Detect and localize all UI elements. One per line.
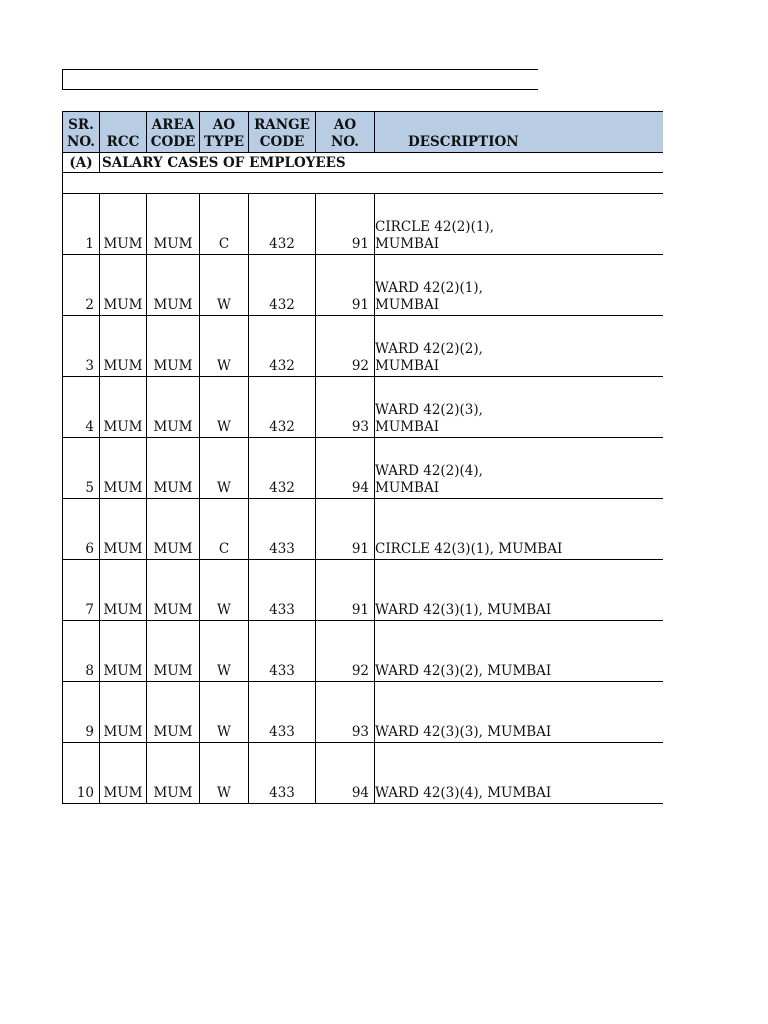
cell-range-code: 432 bbox=[249, 377, 316, 438]
cell-rcc: MUM bbox=[100, 499, 147, 560]
cell-description bbox=[375, 377, 663, 438]
cell-sr-no: 8 bbox=[63, 621, 100, 682]
table-row bbox=[63, 560, 663, 621]
description-text: WARD 42(3)(4), MUMBAI bbox=[375, 785, 552, 801]
cell-range-code: 432 bbox=[249, 316, 316, 377]
table-row bbox=[63, 377, 663, 438]
description-text: WARD 42(2)(4), MUMBAI bbox=[375, 463, 483, 496]
cell-sr-no: 2 bbox=[63, 255, 100, 316]
description-text: WARD 42(2)(2), MUMBAI bbox=[375, 341, 483, 374]
table-row bbox=[63, 743, 663, 804]
cell-ao-no: 93 bbox=[316, 377, 375, 438]
cell-ao-type: W bbox=[200, 621, 249, 682]
cell-ao-no: 92 bbox=[316, 621, 375, 682]
cell-sr-no: 10 bbox=[63, 743, 100, 804]
header-row bbox=[63, 112, 663, 153]
cell-area-code: MUM bbox=[147, 194, 200, 255]
cell-rcc: MUM bbox=[100, 560, 147, 621]
cell-sr-no: 7 bbox=[63, 560, 100, 621]
cell-range-code: 433 bbox=[249, 682, 316, 743]
cell-ao-no: 94 bbox=[316, 438, 375, 499]
table-row bbox=[63, 499, 663, 560]
cell-rcc: MUM bbox=[100, 255, 147, 316]
cell-description bbox=[375, 621, 663, 682]
cell-range-code: 433 bbox=[249, 743, 316, 804]
cell-description bbox=[375, 316, 663, 377]
cell-ao-no: 91 bbox=[316, 194, 375, 255]
section-title: SALARY CASES OF EMPLOYEES bbox=[100, 153, 663, 173]
cell-ao-type: W bbox=[200, 255, 249, 316]
cell-ao-type: W bbox=[200, 682, 249, 743]
description-text: WARD 42(3)(1), MUMBAI bbox=[375, 602, 552, 618]
cell-sr-no: 9 bbox=[63, 682, 100, 743]
cell-description bbox=[375, 499, 663, 560]
cell-area-code: MUM bbox=[147, 499, 200, 560]
cell-area-code: MUM bbox=[147, 743, 200, 804]
cell-area-code: MUM bbox=[147, 255, 200, 316]
cell-description bbox=[375, 438, 663, 499]
header-rcc: RCC bbox=[100, 112, 147, 153]
cell-sr-no: 6 bbox=[63, 499, 100, 560]
cell-ao-type: W bbox=[200, 560, 249, 621]
table-row bbox=[63, 682, 663, 743]
salary-cases-table bbox=[62, 111, 663, 804]
title-cell-box bbox=[62, 69, 538, 90]
cell-description bbox=[375, 194, 663, 255]
cell-ao-no: 91 bbox=[316, 255, 375, 316]
cell-rcc: MUM bbox=[100, 194, 147, 255]
cell-area-code: MUM bbox=[147, 682, 200, 743]
cell-range-code: 432 bbox=[249, 255, 316, 316]
cell-sr-no: 4 bbox=[63, 377, 100, 438]
cell-rcc: MUM bbox=[100, 621, 147, 682]
cell-ao-no: 91 bbox=[316, 560, 375, 621]
section-letter: (A) bbox=[63, 153, 100, 173]
spreadsheet bbox=[62, 111, 563, 804]
cell-rcc: MUM bbox=[100, 682, 147, 743]
description-text: CIRCLE 42(3)(1), MUMBAI bbox=[375, 541, 563, 557]
header-range-code: RANGE CODE bbox=[249, 112, 316, 153]
cell-area-code: MUM bbox=[147, 377, 200, 438]
description-text: CIRCLE 42(2)(1), MUMBAI bbox=[375, 219, 494, 252]
cell-ao-no: 91 bbox=[316, 499, 375, 560]
cell-range-code: 433 bbox=[249, 560, 316, 621]
header-description: DESCRIPTION bbox=[375, 112, 663, 153]
header-area-code: AREA CODE bbox=[147, 112, 200, 153]
cell-description bbox=[375, 255, 663, 316]
cell-description bbox=[375, 682, 663, 743]
cell-ao-type: W bbox=[200, 743, 249, 804]
cell-rcc: MUM bbox=[100, 377, 147, 438]
cell-range-code: 433 bbox=[249, 621, 316, 682]
table-row bbox=[63, 194, 663, 255]
table-body bbox=[63, 194, 663, 804]
cell-ao-type: W bbox=[200, 438, 249, 499]
cell-sr-no: 5 bbox=[63, 438, 100, 499]
cell-description bbox=[375, 743, 663, 804]
blank-cell bbox=[63, 173, 663, 194]
header-ao-type: AO TYPE bbox=[200, 112, 249, 153]
cell-area-code: MUM bbox=[147, 621, 200, 682]
cell-ao-no: 94 bbox=[316, 743, 375, 804]
cell-rcc: MUM bbox=[100, 438, 147, 499]
cell-area-code: MUM bbox=[147, 438, 200, 499]
cell-sr-no: 3 bbox=[63, 316, 100, 377]
cell-description bbox=[375, 560, 663, 621]
cell-ao-no: 93 bbox=[316, 682, 375, 743]
cell-range-code: 433 bbox=[249, 499, 316, 560]
cell-rcc: MUM bbox=[100, 743, 147, 804]
blank-row bbox=[63, 173, 663, 194]
cell-ao-type: C bbox=[200, 194, 249, 255]
header-sr-no: SR. NO. bbox=[63, 112, 100, 153]
section-row bbox=[63, 153, 663, 173]
table-row bbox=[63, 316, 663, 377]
cell-area-code: MUM bbox=[147, 560, 200, 621]
table-row bbox=[63, 255, 663, 316]
description-text: WARD 42(3)(3), MUMBAI bbox=[375, 724, 552, 740]
description-text: WARD 42(2)(3), MUMBAI bbox=[375, 402, 483, 435]
cell-ao-no: 92 bbox=[316, 316, 375, 377]
table-row bbox=[63, 438, 663, 499]
cell-ao-type: C bbox=[200, 499, 249, 560]
cell-ao-type: W bbox=[200, 377, 249, 438]
cell-rcc: MUM bbox=[100, 316, 147, 377]
cell-area-code: MUM bbox=[147, 316, 200, 377]
cell-sr-no: 1 bbox=[63, 194, 100, 255]
description-text: WARD 42(2)(1), MUMBAI bbox=[375, 280, 483, 313]
cell-range-code: 432 bbox=[249, 194, 316, 255]
cell-range-code: 432 bbox=[249, 438, 316, 499]
header-ao-no: AO NO. bbox=[316, 112, 375, 153]
description-text: WARD 42(3)(2), MUMBAI bbox=[375, 663, 552, 679]
cell-ao-type: W bbox=[200, 316, 249, 377]
table-row bbox=[63, 621, 663, 682]
